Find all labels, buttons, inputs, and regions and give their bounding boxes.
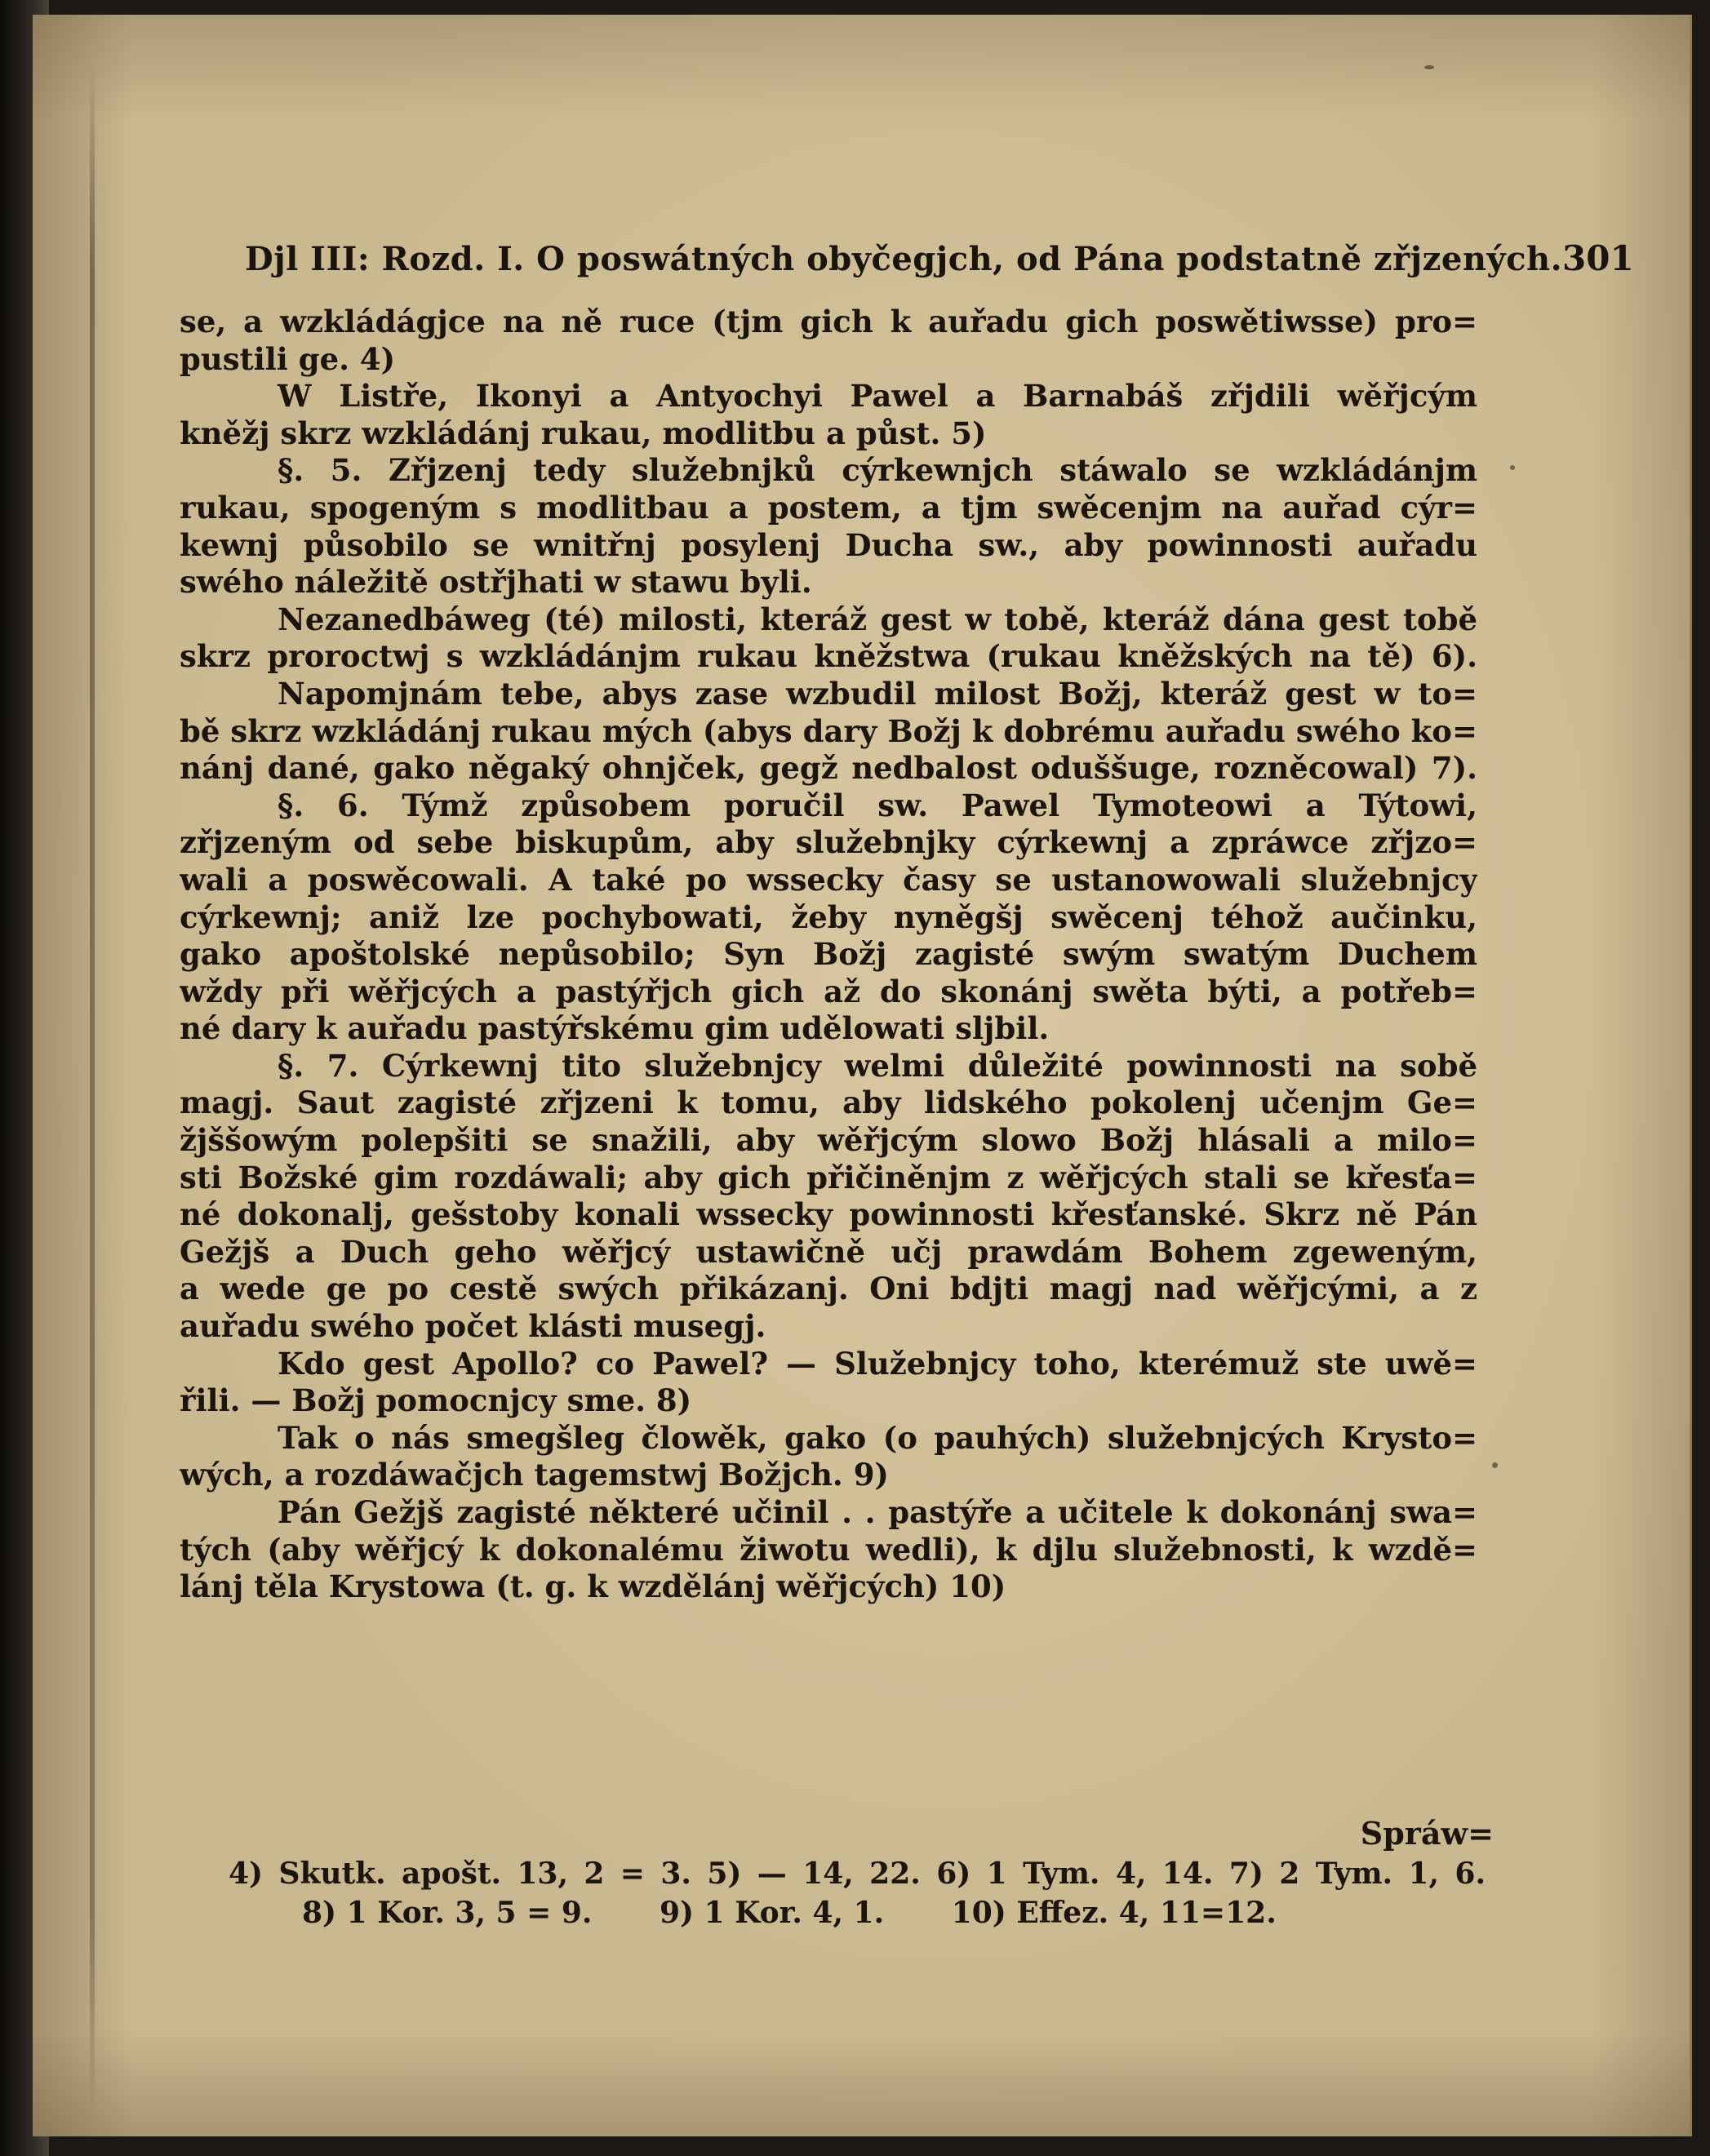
text-line: kněžj skrz wzkládánj rukau, modlitbu a půst. 5) bbox=[180, 415, 987, 451]
running-head bbox=[245, 238, 1634, 284]
text-line: swého náležitě ostřjhati w stawu byli. bbox=[180, 564, 812, 601]
text-line: Nezanedbáweg (té) milosti, kteráž gest w tobě, kteráž dána gest tobě bbox=[278, 601, 1477, 637]
text-line: nánj dané, gako něgaký ohnjček, gegž nedbalost oduššuge, rozněcowal) 7). bbox=[180, 750, 1477, 787]
paper-speck bbox=[1510, 465, 1515, 470]
text-line: §. 7. Cýrkewnj tito služebnjcy welmi důležité powinnosti na sobě bbox=[278, 1047, 1477, 1084]
text-line: lánj těla Krystowa (t. g. k wzdělánj wěřjcých) 10) bbox=[180, 1568, 1006, 1605]
text-line: né dokonalj, gešstoby konali wssecky powinnosti křesťanské. Skrz ně Pán bbox=[180, 1196, 1477, 1233]
text-line: gako apoštolské nepůsobilo; Syn Božj zagisté swým swatým Duchem bbox=[180, 936, 1477, 973]
text-line: W Listře, Ikonyi a Antyochyi Pawel a Barnabáš zřjdili wěřjcým bbox=[278, 378, 1477, 415]
text-line: cýrkewnj; aniž lze pochybowati, žeby nyněgšj swěcenj téhož aučinku, bbox=[180, 898, 1477, 935]
text-line: né dary k auřadu pastýřskému gim udělowati sljbil. bbox=[180, 1010, 1050, 1047]
footnote-line bbox=[229, 1893, 1486, 1932]
text-line: auřadu swého počet klásti musegj. bbox=[180, 1308, 766, 1345]
footnote: 6) 1 Tym. 4, 14. bbox=[936, 1857, 1214, 1891]
text-line: §. 5. Zřjzenj tedy služebnjků cýrkewnjch stáwalo se wzkládánjm bbox=[278, 452, 1477, 489]
footnote: 7) 2 Tym. 1, 6. bbox=[1228, 1857, 1486, 1891]
text-line: Tak o nás smegšleg člowěk, gako (o pauhých) služebnjcých Krysto= bbox=[278, 1419, 1477, 1456]
text-line: tých (aby wěřjcý k dokonalému žiwotu wedli), k djlu služebnosti, k wzdě= bbox=[180, 1531, 1477, 1568]
text-line: Pán Gežjš zagisté některé učinil . . pastýře a učitele k dokonánj swa= bbox=[278, 1494, 1477, 1530]
text-line: se, a wzkládágjce na ně ruce (tjm gich k auřadu gich poswětiwsse) pro= bbox=[180, 304, 1477, 339]
text-line: Napomjnám tebe, abys zase wzbudil milost Božj, kteráž gest w to= bbox=[278, 675, 1477, 712]
text-line: a wede ge po cestě swých přikázanj. Oni bdjti magj nad wěřjcými, a z bbox=[180, 1271, 1477, 1307]
paper-speck bbox=[1492, 1462, 1498, 1468]
page-number: 301 bbox=[1562, 238, 1634, 278]
text-line: Gežjš a Duch geho wěřjcý ustawičně učj prawdám Bohem zgeweným, bbox=[180, 1233, 1477, 1270]
body-text bbox=[180, 304, 1477, 1606]
text-line: §. 6. Týmž způsobem poručil sw. Pawel Tymoteowi a Týtowi, bbox=[278, 787, 1477, 823]
text-line: wých, a rozdáwačjch tagemstwj Božjch. 9) bbox=[180, 1457, 889, 1493]
text-line: Kdo gest Apollo? co Pawel? — Služebnjcy toho, kterémuž ste uwě= bbox=[278, 1345, 1477, 1382]
running-head-title: Djl III: Rozd. I. O poswátných obyčegjch, od Pána podstatně zřjzených. bbox=[245, 240, 1563, 278]
text-line: bě skrz wzkládánj rukau mých (abys dary Božj k dobrému auřadu swého ko= bbox=[180, 712, 1477, 749]
text-line: řili. — Božj pomocnjcy sme. 8) bbox=[180, 1382, 692, 1419]
text-line: magj. Saut zagisté zřjzeni k tomu, aby lidského pokolenj učenjm Ge= bbox=[180, 1085, 1477, 1121]
text-line: pustili ge. 4) bbox=[180, 340, 396, 377]
text-line: sti Božské gim rozdáwali; aby gich přičiněnjm z wěřjcých stali se křesťa= bbox=[180, 1159, 1477, 1196]
footnote-line bbox=[229, 1854, 1486, 1893]
gutter-shadow bbox=[90, 64, 95, 2120]
catchword: Spráw= bbox=[1360, 1815, 1494, 1852]
footnote: 5) — 14, 22. bbox=[707, 1857, 921, 1891]
paper-speck bbox=[1424, 65, 1434, 69]
footnote: 9) 1 Kor. 4, 1. bbox=[659, 1896, 885, 1930]
text-line: žjššowým polepšiti se snažili, aby wěřjcým slowo Božj hlásali a milo= bbox=[180, 1122, 1477, 1159]
text-line: wždy při wěřjcých a pastýřjch gich až do skonánj swěta býti, a potřeb= bbox=[180, 973, 1477, 1009]
footnote: 8) 1 Kor. 3, 5 = 9. bbox=[302, 1896, 593, 1930]
text-line: kewnj působilo se wnitřnj posylenj Ducha sw., aby powinnosti auřadu bbox=[180, 526, 1477, 563]
footnote: 10) Effez. 4, 11=12. bbox=[951, 1896, 1277, 1930]
footnote: 4) Skutk. apošt. 13, 2 = 3. bbox=[229, 1857, 691, 1891]
footnotes bbox=[229, 1854, 1486, 1932]
text-line: rukau, spogeným s modlitbau a postem, a tjm swěcenjm na auřad cýr= bbox=[180, 489, 1477, 526]
text-line: wali a poswěcowali. A také po wssecky časy se ustanowowali služebnjcy bbox=[180, 861, 1477, 898]
text-line: zřjzeným od sebe biskupům, aby služebnjky cýrkewnj a zpráwce zřjzo= bbox=[180, 824, 1477, 861]
text-line: skrz proroctwj s wzkládánjm rukau kněžstwa (rukau kněžských na tě) 6). bbox=[180, 638, 1477, 675]
